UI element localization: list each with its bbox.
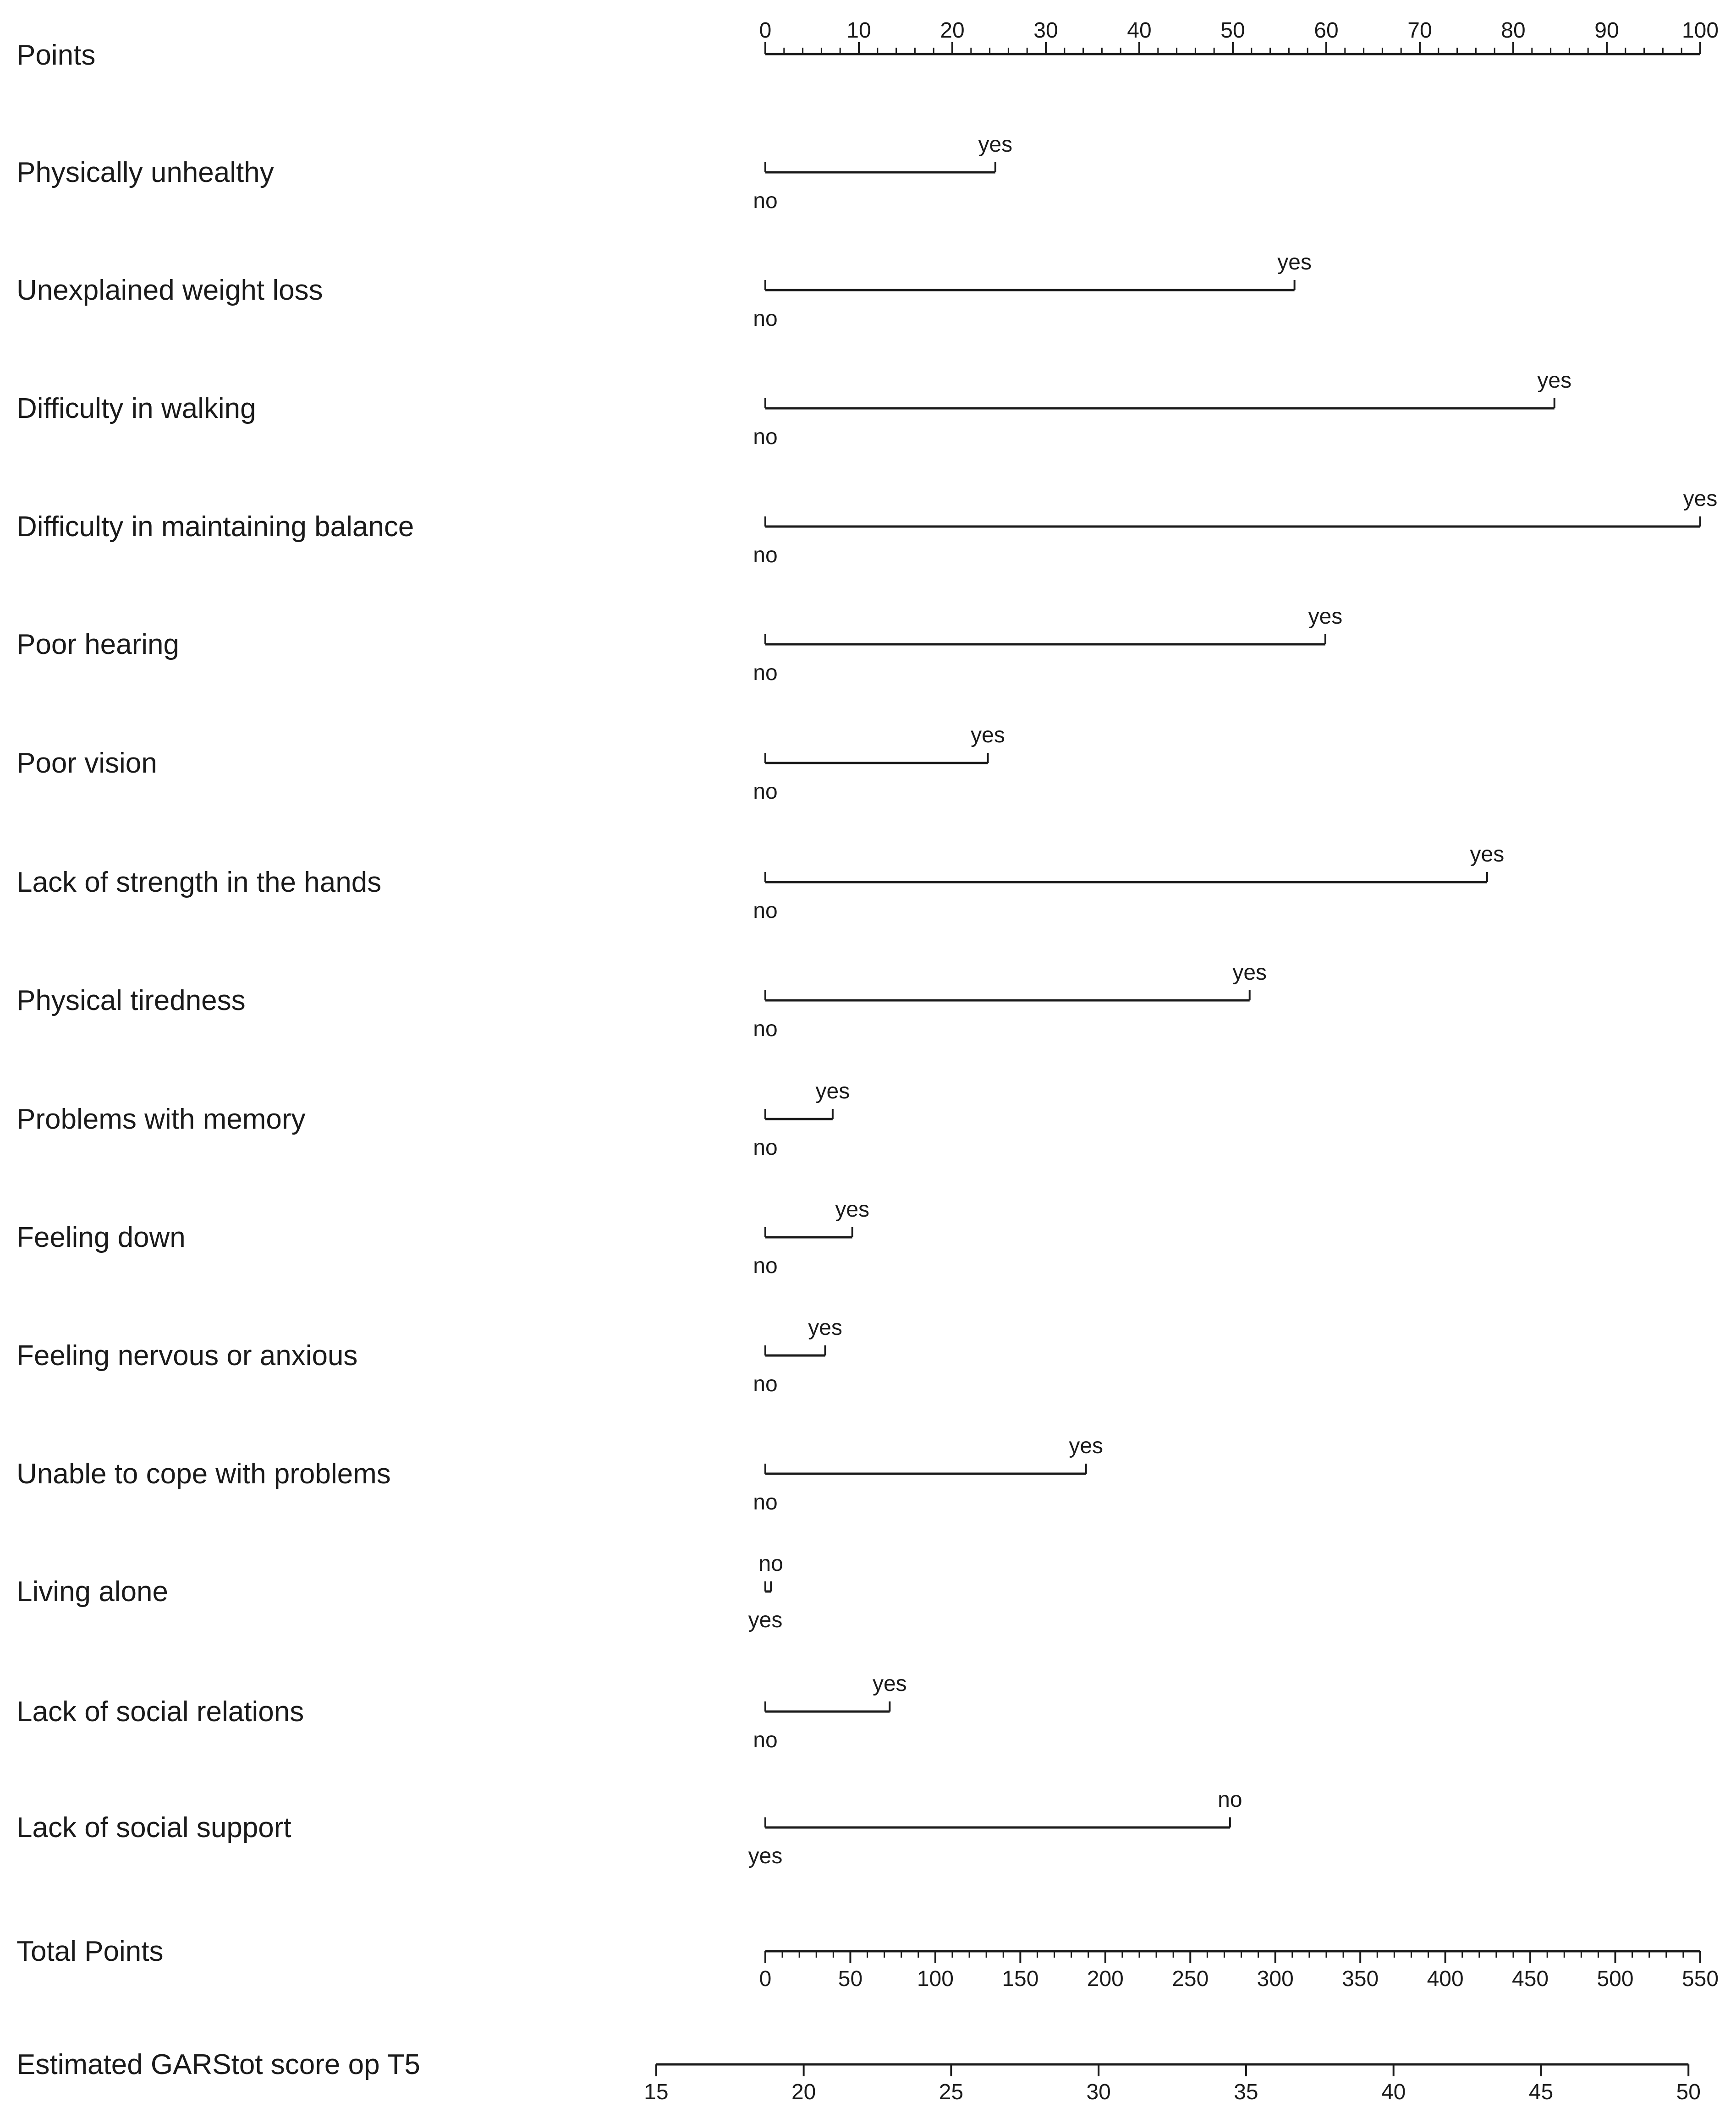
points-axis-tick-label: 60 [1314,18,1339,43]
variable-label-3: Difficulty in walking [16,393,256,424]
total-points-axis-tick-label: 100 [917,1967,954,1991]
points-axis [759,18,1719,54]
points-axis-tick-label: 70 [1407,18,1432,43]
level-label: yes [1277,250,1312,274]
total-points-axis-tick-label: 250 [1172,1967,1209,1991]
variable-label-15: Lack of social support [16,1812,291,1844]
points-axis-tick-label: 40 [1127,18,1152,43]
variable-row-2 [753,250,1312,331]
outcome-axis-tick-label: 20 [791,2080,816,2104]
total-points-axis [759,1951,1719,1991]
variable-label-12: Unable to cope with problems [16,1458,391,1490]
outcome-axis [644,2064,1701,2104]
total-points-axis-tick-label: 550 [1681,1967,1719,1991]
level-label: yes [815,1079,850,1103]
variable-label-8: Physical tiredness [16,985,246,1016]
level-label: yes [835,1197,870,1222]
variable-label-9: Problems with memory [16,1103,306,1135]
level-label: yes [808,1316,842,1340]
total-points-axis-tick-label: 200 [1087,1967,1124,1991]
variable-label-1: Physically unhealthy [16,157,274,188]
outcome-axis-tick-label: 25 [939,2080,964,2104]
variable-row-1 [753,132,1012,213]
total-points-axis-tick-label: 350 [1342,1967,1379,1991]
level-label: yes [1308,604,1343,629]
level-label: no [758,1552,783,1576]
points-axis-tick-label: 90 [1594,18,1619,43]
level-label: no [753,1254,778,1278]
outcome-axis-tick-label: 45 [1528,2080,1554,2104]
variable-label-13: Living alone [16,1576,168,1608]
level-label: no [753,1490,778,1514]
level-label: no [753,899,778,923]
level-label: yes [1470,842,1505,867]
variable-label-2: Unexplained weight loss [16,274,323,306]
outcome-axis-tick-label: 40 [1381,2080,1406,2104]
row-labels [16,39,420,2080]
variable-label-11: Feeling nervous or anxious [16,1340,358,1372]
variable-label-5: Poor hearing [16,629,180,660]
variable-row-7 [753,842,1504,923]
level-label: yes [1232,960,1267,985]
points-axis-tick-label: 30 [1033,18,1058,43]
variable-row-11 [753,1316,842,1396]
variable-row-13 [748,1552,783,1632]
outcome-axis-tick-label: 30 [1086,2080,1111,2104]
level-label: yes [872,1672,907,1696]
variable-row-4 [753,487,1717,567]
variable-label-10: Feeling down [16,1222,186,1253]
total-points-axis-tick-label: 0 [759,1967,772,1991]
level-label: no [753,189,778,213]
points-axis-tick-label: 20 [940,18,965,43]
level-label: yes [978,132,1013,157]
outcome-axis-tick-label: 35 [1234,2080,1258,2104]
total-points-axis-tick-label: 500 [1597,1967,1634,1991]
outcome-axis-tick-label: 50 [1676,2080,1701,2104]
total-points-axis-tick-label: 150 [1002,1967,1039,1991]
level-label: yes [748,1844,783,1868]
level-label: yes [748,1608,783,1632]
level-label: no [753,543,778,567]
level-label: no [753,1372,778,1396]
variable-row-5 [753,604,1342,685]
level-label: no [753,425,778,449]
level-label: no [753,1136,778,1160]
variable-row-3 [753,368,1571,449]
variable-label-4: Difficulty in maintaining balance [16,511,414,543]
variable-row-12 [753,1434,1103,1514]
points-axis-tick-label: 50 [1220,18,1245,43]
level-label: no [1218,1788,1242,1812]
level-label: no [753,661,778,685]
points-axis-tick-label: 0 [759,18,772,43]
level-label: no [753,307,778,331]
total-points-axis-tick-label: 400 [1427,1967,1464,1991]
variable-row-14 [753,1672,906,1752]
level-label: no [753,1728,778,1752]
variable-rows [748,132,1718,1868]
level-label: yes [1537,368,1572,393]
total-points-axis-tick-label: 300 [1257,1967,1294,1991]
variable-row-15 [748,1788,1242,1868]
variable-row-8 [753,960,1267,1041]
variable-label-6: Poor vision [16,747,157,779]
level-label: yes [1069,1434,1104,1458]
points-label: Points [16,39,96,71]
outcome-axis-tick-label: 15 [644,2080,669,2104]
total-points-label: Total Points [16,1936,164,1967]
level-label: no [753,779,778,804]
points-axis-tick-label: 100 [1681,18,1719,43]
total-points-axis-tick-label: 50 [838,1967,863,1991]
variable-row-10 [753,1197,869,1278]
variable-label-7: Lack of strength in the hands [16,867,382,898]
total-points-axis-tick-label: 450 [1512,1967,1549,1991]
variable-row-9 [753,1079,850,1160]
level-label: no [753,1017,778,1041]
variable-row-6 [753,723,1005,804]
points-axis-tick-label: 80 [1501,18,1526,43]
variable-label-14: Lack of social relations [16,1696,304,1728]
outcome-label: Estimated GARStot score op T5 [16,2049,421,2080]
points-axis-tick-label: 10 [846,18,871,43]
level-label: yes [971,723,1005,747]
level-label: yes [1683,487,1718,511]
